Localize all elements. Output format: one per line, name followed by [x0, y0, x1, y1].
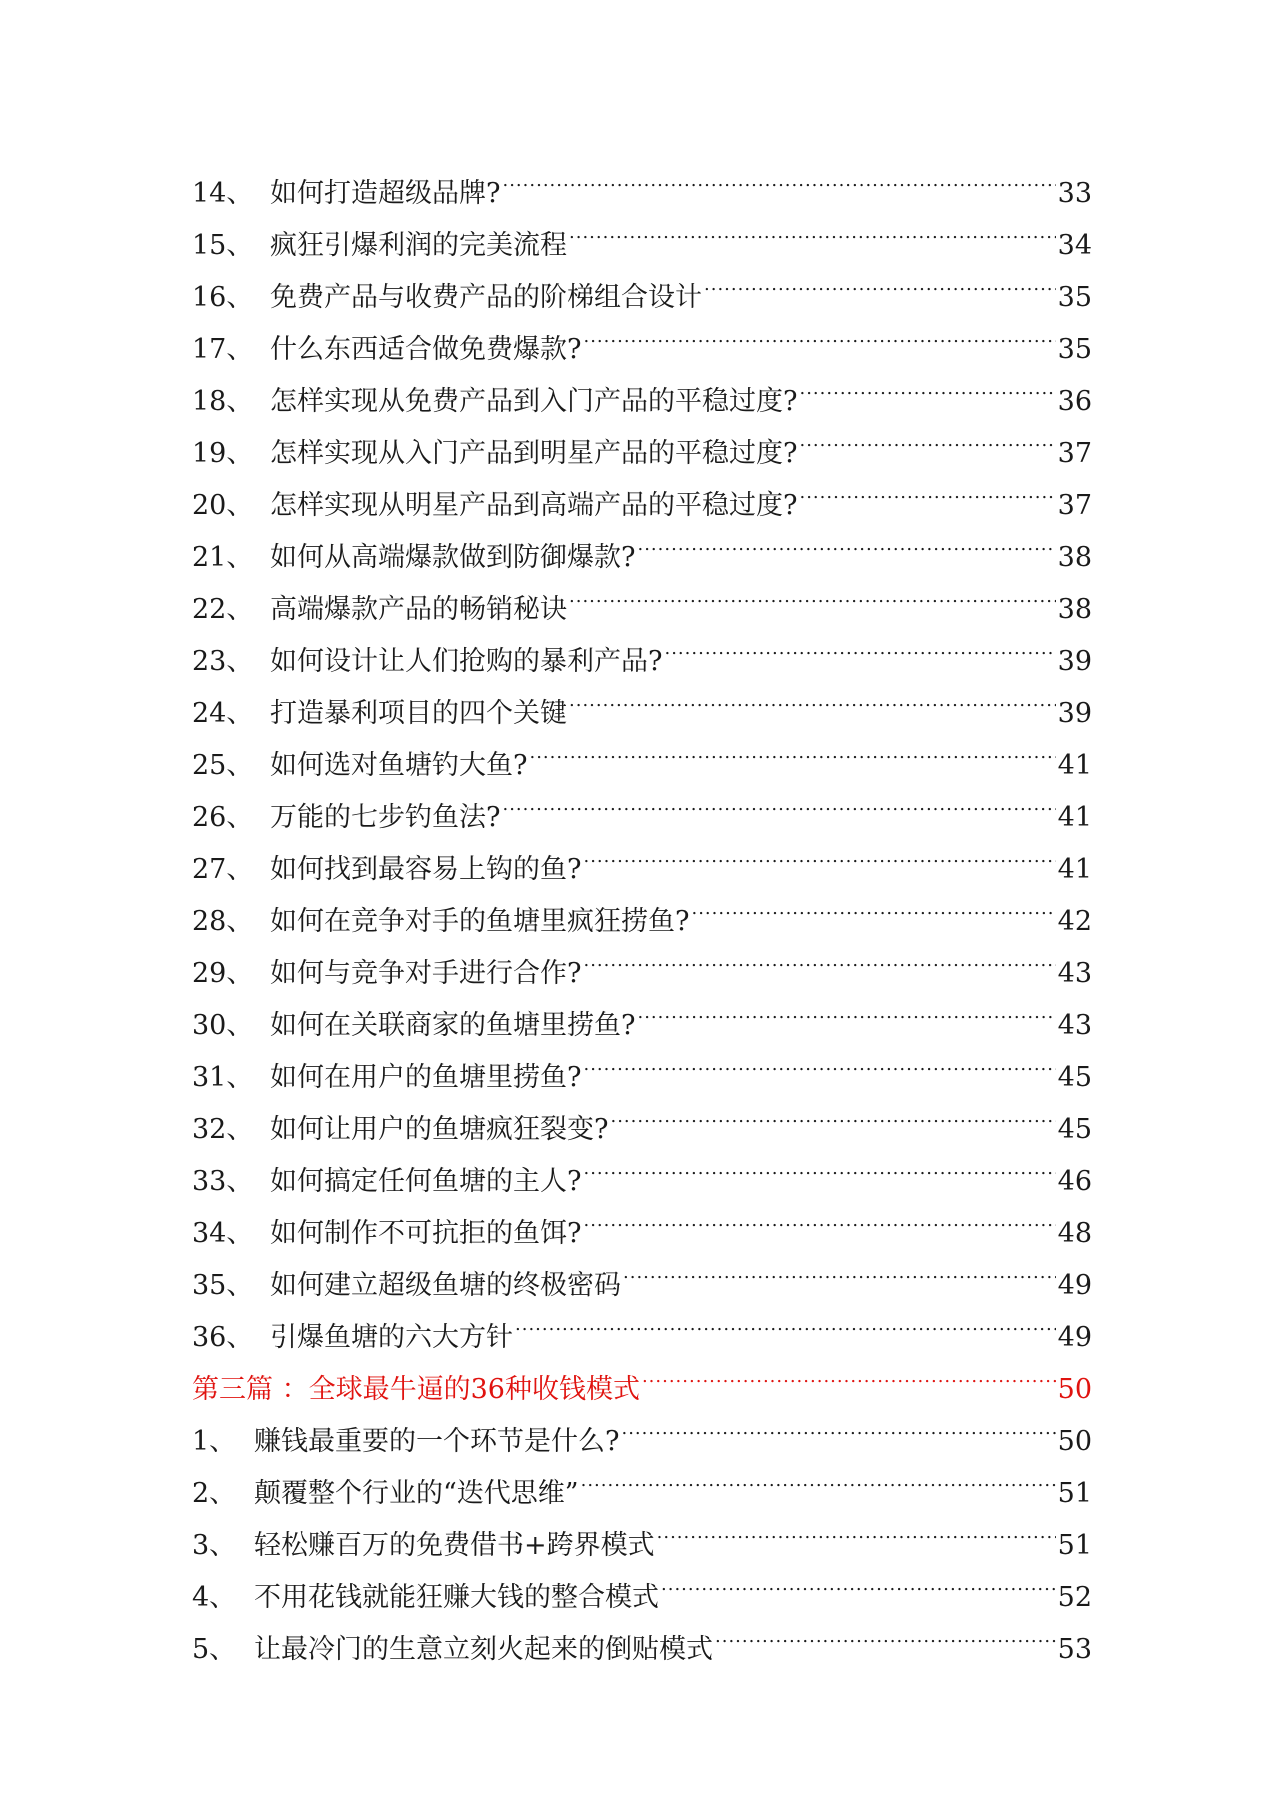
toc-page-number: 43: [1057, 958, 1092, 989]
toc-entry-title: 第三篇 ：全球最牛逼的36种收钱模式: [192, 1374, 640, 1405]
toc-page-number: 37: [1057, 490, 1092, 521]
toc-entry-title: 怎样实现从免费产品到入门产品的平稳过度?: [270, 386, 798, 417]
toc-entry-number: 24、: [192, 698, 254, 729]
toc-dot-leader: [623, 1242, 1056, 1294]
toc-page-number: 37: [1057, 438, 1092, 469]
toc-dot-leader: [642, 1346, 1056, 1398]
toc-dot-leader: [657, 1502, 1056, 1554]
toc-dot-leader: [691, 878, 1055, 930]
toc-dot-leader: [621, 1398, 1055, 1450]
toc-dot-leader: [502, 150, 1055, 202]
toc-page-number: 38: [1057, 542, 1092, 573]
toc-entry-number: 35、: [192, 1270, 254, 1301]
toc-entry-number: 19、: [192, 438, 254, 469]
toc-entry-number: 18、: [192, 386, 254, 417]
toc-page-number: 33: [1057, 178, 1092, 209]
toc-dot-leader: [799, 410, 1055, 462]
toc-entry-number: 15、: [192, 230, 254, 261]
toc-dot-leader: [529, 722, 1055, 774]
toc-entry-title: 疯狂引爆利润的完美流程: [270, 230, 567, 261]
toc-entry-number: 34、: [192, 1218, 254, 1249]
toc-entry-title: 如何打造超级品牌?: [270, 178, 501, 209]
toc-entry[interactable]: [192, 150, 1092, 209]
toc-entry-title: 颠覆整个行业的“迭代思维”: [254, 1478, 579, 1509]
table-of-contents: [192, 150, 1092, 1665]
toc-page-number: 50: [1057, 1374, 1092, 1405]
toc-dot-leader: [583, 1138, 1055, 1190]
toc-entry-title: 引爆鱼塘的六大方针: [270, 1322, 513, 1353]
toc-entry-number: 4、: [192, 1582, 237, 1613]
toc-page-number: 53: [1057, 1634, 1092, 1665]
toc-entry-title: 如何与竞争对手进行合作?: [270, 958, 582, 989]
toc-dot-leader: [637, 982, 1055, 1034]
toc-page-number: 35: [1057, 334, 1092, 365]
toc-page-number: 38: [1057, 594, 1092, 625]
toc-dot-leader: [637, 514, 1055, 566]
toc-dot-leader: [581, 1450, 1056, 1502]
toc-entry-title: 如何在竞争对手的鱼塘里疯狂捞鱼?: [270, 906, 690, 937]
toc-page-number: 39: [1057, 646, 1092, 677]
toc-page-number: 48: [1057, 1218, 1092, 1249]
toc-entry-number: 5、: [192, 1634, 237, 1665]
toc-entry-title: 怎样实现从入门产品到明星产品的平稳过度?: [270, 438, 798, 469]
toc-entry-title: 高端爆款产品的畅销秘诀: [270, 594, 567, 625]
toc-entry-number: 22、: [192, 594, 254, 625]
toc-dot-leader: [569, 670, 1056, 722]
toc-dot-leader: [715, 1606, 1056, 1658]
toc-entry-title: 万能的七步钓鱼法?: [270, 802, 501, 833]
toc-entry-number: 30、: [192, 1010, 254, 1041]
toc-dot-leader: [569, 566, 1056, 618]
toc-dot-leader: [569, 202, 1056, 254]
toc-entry-title: 如何建立超级鱼塘的终极密码: [270, 1270, 621, 1301]
toc-entry-title: 如何在关联商家的鱼塘里捞鱼?: [270, 1010, 636, 1041]
toc-dot-leader: [583, 930, 1055, 982]
toc-entry-title: 如何选对鱼塘钓大鱼?: [270, 750, 528, 781]
toc-entry-number: 21、: [192, 542, 254, 573]
toc-entry-title: 赚钱最重要的一个环节是什么?: [254, 1426, 620, 1457]
toc-entry-title: 如何让用户的鱼塘疯狂裂变?: [270, 1114, 609, 1145]
toc-entry-title: 什么东西适合做免费爆款?: [270, 334, 582, 365]
toc-dot-leader: [664, 618, 1055, 670]
toc-dot-leader: [502, 774, 1055, 826]
toc-entry-number: 1、: [192, 1426, 237, 1457]
toc-page-number: 51: [1057, 1478, 1092, 1509]
toc-dot-leader: [799, 358, 1055, 410]
toc-entry-number: 3、: [192, 1530, 237, 1561]
toc-entry-number: 23、: [192, 646, 254, 677]
toc-entry-number: 31、: [192, 1062, 254, 1093]
toc-entry-number: 27、: [192, 854, 254, 885]
toc-page-number: 35: [1057, 282, 1092, 313]
toc-entry-title: 如何找到最容易上钩的鱼?: [270, 854, 582, 885]
toc-page-number: 41: [1057, 802, 1092, 833]
toc-entry-title: 不用花钱就能狂赚大钱的整合模式: [254, 1582, 659, 1613]
toc-page-number: 45: [1057, 1062, 1092, 1093]
toc-page-number: 41: [1057, 854, 1092, 885]
toc-page-number: 43: [1057, 1010, 1092, 1041]
toc-entry-number: 36、: [192, 1322, 254, 1353]
toc-page-number: 50: [1057, 1426, 1092, 1457]
toc-page-number: 41: [1057, 750, 1092, 781]
toc-page-number: 52: [1057, 1582, 1092, 1613]
toc-entry-title: 如何在用户的鱼塘里捞鱼?: [270, 1062, 582, 1093]
toc-page-number: 51: [1057, 1530, 1092, 1561]
toc-dot-leader: [799, 462, 1055, 514]
toc-entry-title: 让最冷门的生意立刻火起来的倒贴模式: [254, 1634, 713, 1665]
toc-page-number: 49: [1057, 1322, 1092, 1353]
toc-entry-number: 26、: [192, 802, 254, 833]
toc-entry-number: 2、: [192, 1478, 237, 1509]
toc-entry-title: 如何设计让人们抢购的暴利产品?: [270, 646, 663, 677]
toc-entry-title: 轻松赚百万的免费借书+跨界模式: [254, 1530, 655, 1561]
toc-entry-number: 14、: [192, 178, 254, 209]
toc-entry-number: 25、: [192, 750, 254, 781]
toc-dot-leader: [661, 1554, 1056, 1606]
toc-entry-title: 如何从高端爆款做到防御爆款?: [270, 542, 636, 573]
toc-page-number: 49: [1057, 1270, 1092, 1301]
toc-page-number: 39: [1057, 698, 1092, 729]
toc-entry-number: 32、: [192, 1114, 254, 1145]
toc-page-number: 34: [1057, 230, 1092, 261]
toc-page-number: 36: [1057, 386, 1092, 417]
toc-entry-number: 29、: [192, 958, 254, 989]
toc-page-number: 42: [1057, 906, 1092, 937]
toc-page-number: 45: [1057, 1114, 1092, 1145]
toc-entry-number: 20、: [192, 490, 254, 521]
toc-dot-leader: [583, 1034, 1055, 1086]
toc-entry-number: 28、: [192, 906, 254, 937]
toc-entry-title: 打造暴利项目的四个关键: [270, 698, 567, 729]
toc-entry-title: 如何制作不可抗拒的鱼饵?: [270, 1218, 582, 1249]
toc-entry-number: 33、: [192, 1166, 254, 1197]
toc-entry-title: 如何搞定任何鱼塘的主人?: [270, 1166, 582, 1197]
toc-dot-leader: [583, 306, 1055, 358]
toc-entry-number: 17、: [192, 334, 254, 365]
toc-entry-title: 怎样实现从明星产品到高端产品的平稳过度?: [270, 490, 798, 521]
toc-dot-leader: [610, 1086, 1055, 1138]
toc-dot-leader: [704, 254, 1056, 306]
toc-entry-number: 16、: [192, 282, 254, 313]
toc-entry-title: 免费产品与收费产品的阶梯组合设计: [270, 282, 702, 313]
toc-dot-leader: [583, 826, 1055, 878]
toc-page-number: 46: [1057, 1166, 1092, 1197]
toc-dot-leader: [515, 1294, 1056, 1346]
toc-dot-leader: [583, 1190, 1055, 1242]
